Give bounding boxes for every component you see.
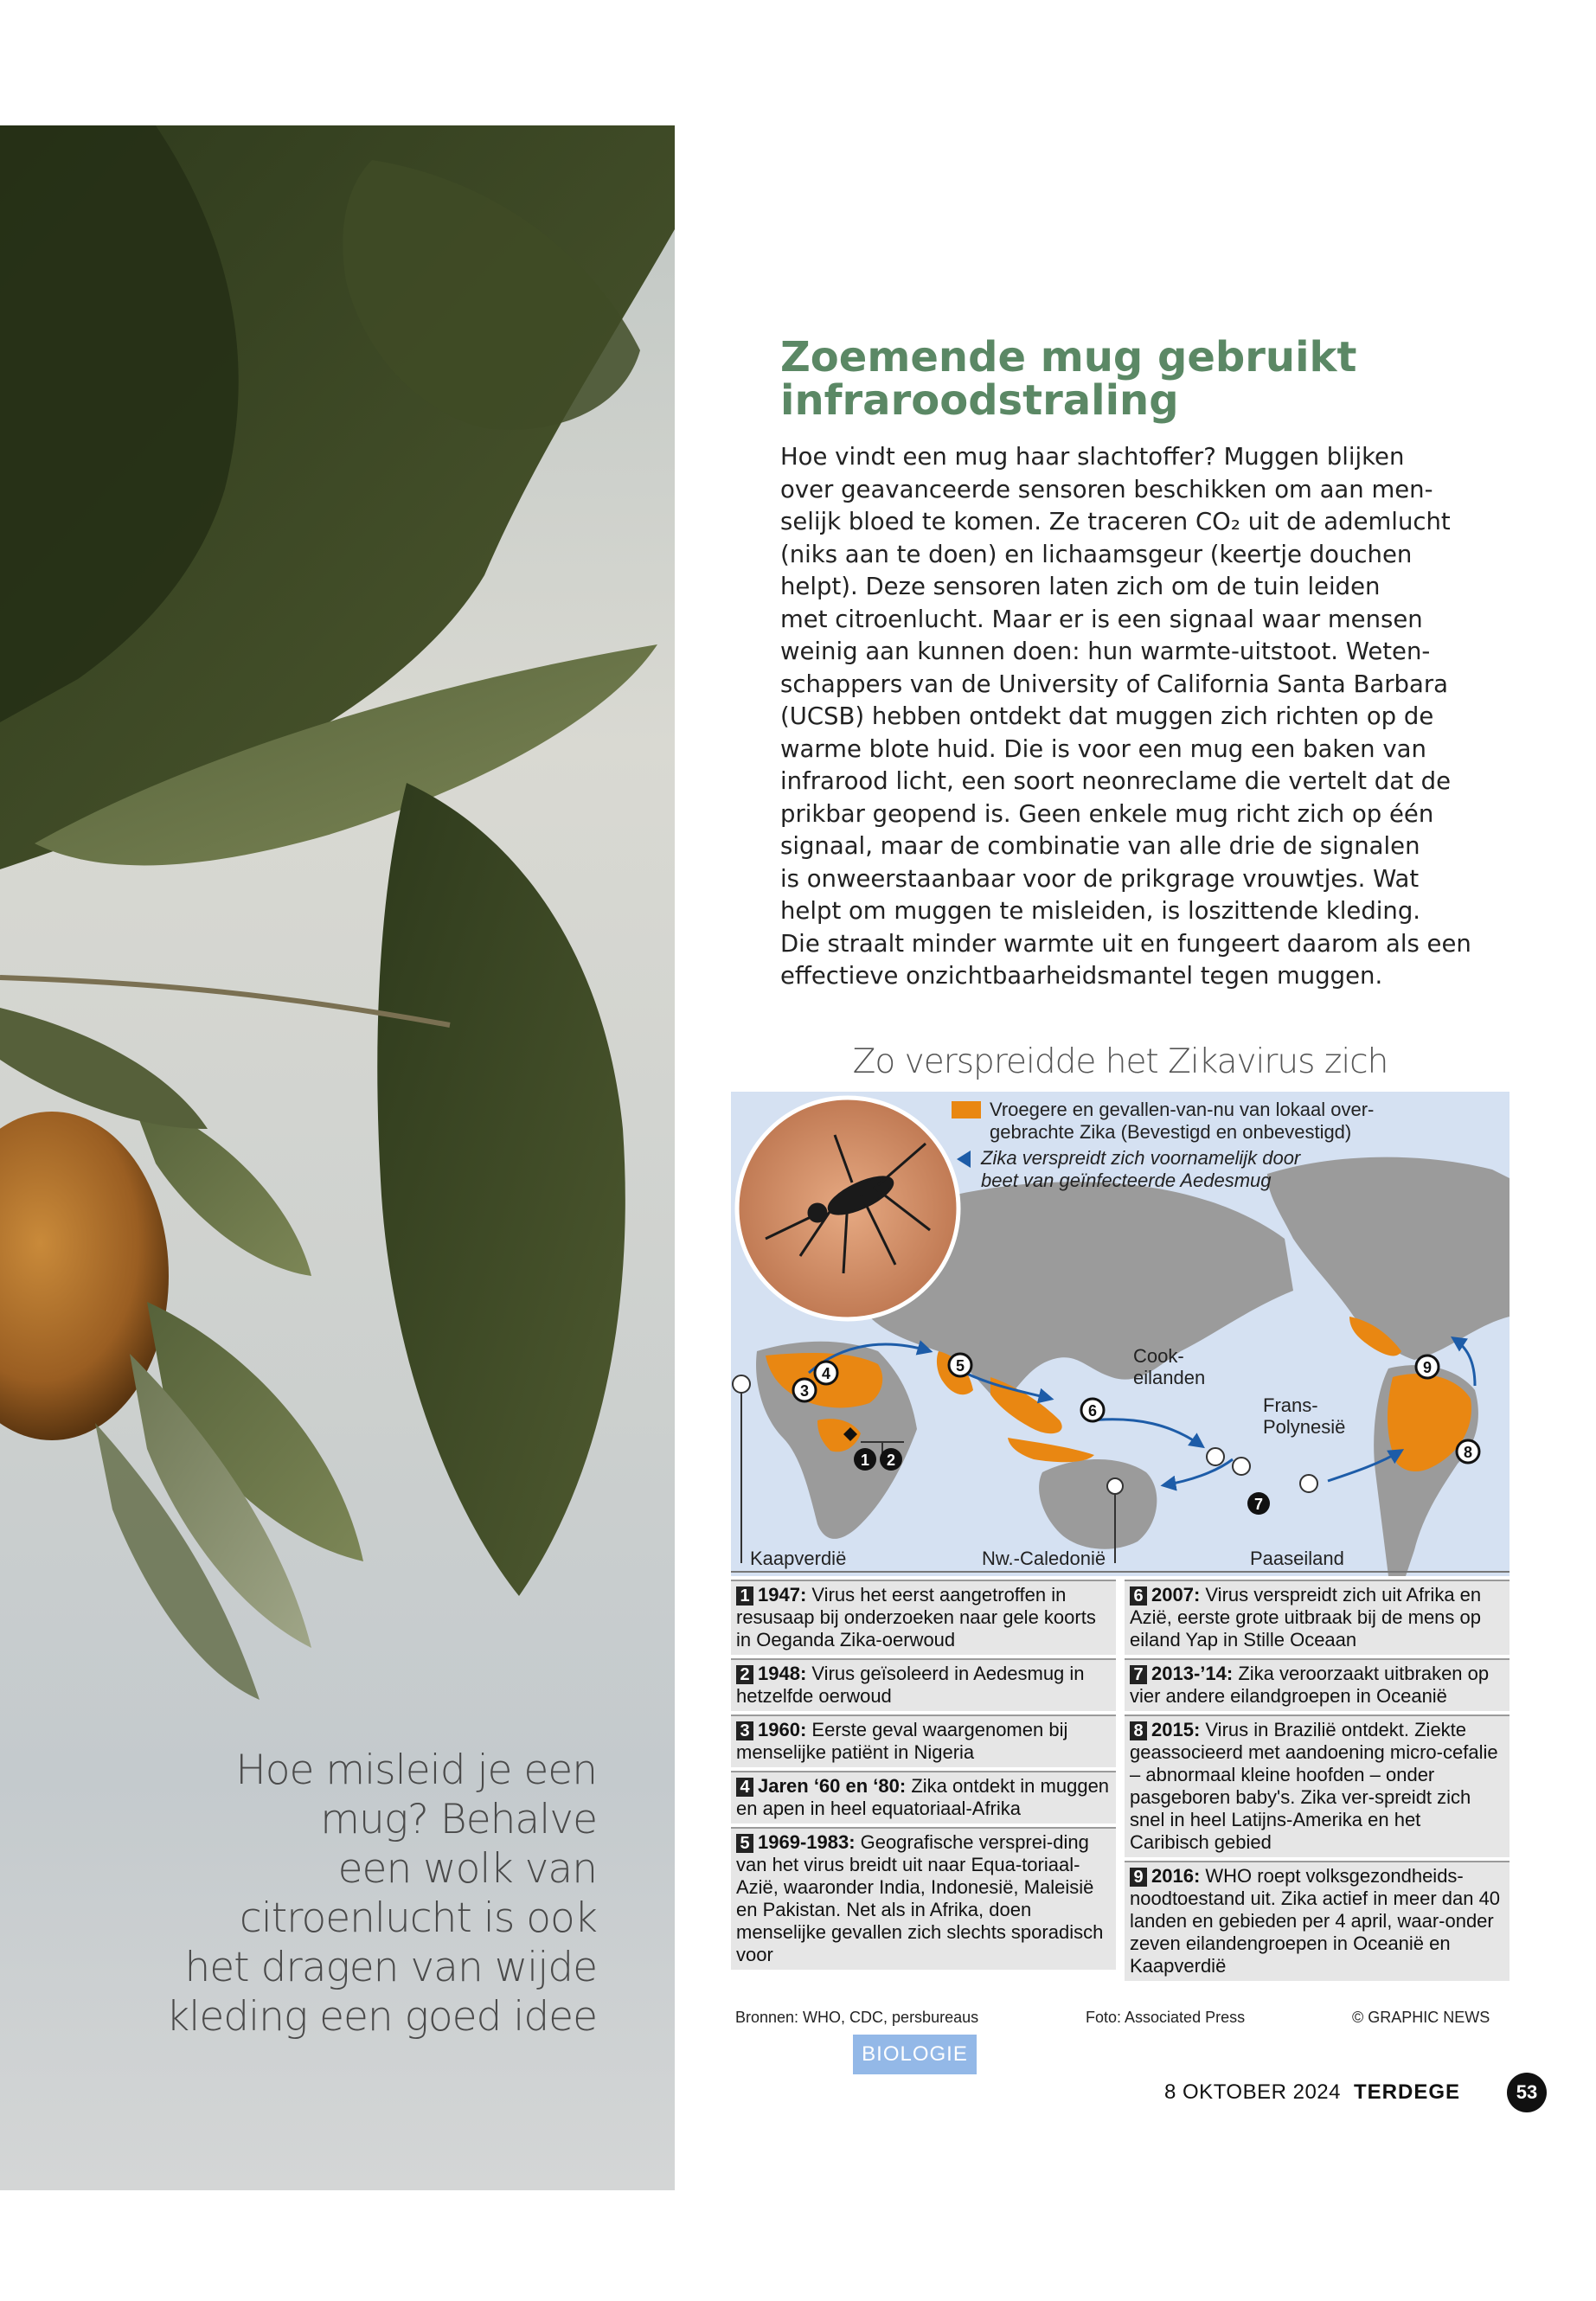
marker-8: 8 [1463, 1444, 1473, 1461]
pull-quote-line: citroenlucht is ook [239, 1894, 597, 1942]
timeline-entry [731, 1715, 1116, 1767]
photo-credit: Foto: Associated Press [1086, 2009, 1246, 2026]
label-line: Polynesië [1263, 1416, 1346, 1438]
label-line: Cook- [1133, 1345, 1184, 1367]
entry-year: Jaren ‘60 en ‘80: [758, 1775, 907, 1797]
article-headline [780, 333, 1438, 425]
map-legend [952, 1099, 1374, 1192]
entry-number: 8 [1130, 1721, 1147, 1740]
timeline-entry [731, 1771, 1116, 1823]
entry-text: Virus het eerst aangetroffen in resusaap bij onderzoeken naar gele koorts in Oeganda Zika-oerwoud [736, 1584, 1096, 1650]
label-easter-island: Paaseiland [1250, 1548, 1344, 1569]
body-line: effectieve onzichtbaarheidsmantel tegen muggen. [780, 962, 1383, 990]
timeline-entry [731, 1658, 1116, 1711]
body-line: Hoe vindt een mug haar slachtoffer? Muggen blijken [780, 443, 1405, 471]
entry-text: Eerste geval waargenomen bij menselijke patiënt in Nigeria [736, 1719, 1068, 1763]
headline-line: infraroodstraling [780, 376, 1179, 425]
island-marker [1300, 1475, 1317, 1492]
entry-number: 3 [736, 1721, 753, 1740]
body-line: (UCSB) hebben ontdekt dat muggen zich richten op de [780, 702, 1434, 730]
marker-4: 4 [821, 1365, 831, 1382]
entry-number: 5 [736, 1834, 753, 1853]
legend-arrow-line: Zika verspreidt zich voornamelijk door [981, 1147, 1301, 1169]
orange-swatch [952, 1101, 981, 1118]
marker-6: 6 [1087, 1402, 1098, 1420]
timeline-entry [731, 1827, 1116, 1970]
legend-arrow-line: beet van geïnfecteerde Aedesmug [981, 1170, 1272, 1191]
legend-orange-line: gebrachte Zika (Bevestigd en onbevestigd) [990, 1121, 1352, 1143]
label-line: eilanden [1133, 1367, 1206, 1388]
entry-number: 7 [1130, 1665, 1147, 1684]
body-line: warme blote huid. Die is voor een mug een baken van [780, 734, 1426, 763]
sources-credit: Bronnen: WHO, CDC, persbureaus [735, 2009, 979, 2026]
marker-3: 3 [799, 1382, 810, 1400]
legend-arrow-text [981, 1147, 1300, 1192]
zika-spread-map [731, 1092, 1509, 1576]
article-body [780, 441, 1471, 993]
entry-text: Zika ontdekt in muggen en apen in heel equatoriaal-Afrika [736, 1775, 1110, 1819]
zika-region-indonesia [1008, 1438, 1094, 1462]
entry-year: 1948: [758, 1663, 807, 1684]
magazine-name: TERDEGE [1354, 2080, 1461, 2104]
marker-9: 9 [1422, 1359, 1433, 1376]
body-line: is onweerstaanbaar voor de prikgrage vrouwtjes. Wat [780, 864, 1420, 893]
body-line: selijk bloed te komen. Ze traceren CO₂ uit de ademlucht [780, 508, 1451, 535]
entry-year: 2007: [1151, 1584, 1201, 1606]
island-marker [1233, 1458, 1250, 1475]
label-new-caledonia: Nw.-Caledonië [982, 1548, 1106, 1569]
body-line: (niks aan te doen) en lichaamsgeur (keertje douchen [780, 540, 1413, 568]
marker-5: 5 [955, 1357, 965, 1375]
issue-date: 8 OKTOBER 2024 [1164, 2080, 1341, 2104]
entry-year: 1960: [758, 1719, 807, 1740]
timeline-entry [1125, 1580, 1509, 1655]
body-line: prikbar geopend is. Geen enkele mug richt zich op één [780, 799, 1434, 828]
entry-year: 2015: [1151, 1719, 1201, 1740]
island-marker [1207, 1448, 1224, 1465]
entry-year: 1947: [758, 1584, 807, 1606]
entry-text: WHO roept volksgezondheids-noodtoestand uit. Zika actief in meer dan 40 landen en gebieden per 4 april, waar-onder zeven eilandengroepen in Oceanië en Kaapverdië [1130, 1865, 1501, 1977]
australia-shape [1039, 1459, 1157, 1549]
legend-arrow-row [952, 1147, 1374, 1192]
entry-year: 1969-1983: [758, 1831, 856, 1853]
body-line: signaal, maar de combinatie van alle drie de signalen [780, 832, 1420, 860]
body-line: infrarood licht, een soort neonreclame die vertelt dat de [780, 767, 1451, 795]
marker-2: 2 [886, 1452, 896, 1469]
entry-text: Zika veroorzaakt uitbraken op vier andere eilandgroepen in Oceanië [1130, 1663, 1490, 1707]
timeline-entry [1125, 1715, 1509, 1857]
label-cook-islands [1133, 1345, 1205, 1388]
section-tag: BIOLOGIE [853, 2035, 977, 2074]
label-french-polynesia [1263, 1394, 1345, 1438]
timeline-entry [1125, 1861, 1509, 1981]
body-line: met citroenlucht. Maar er is een signaal waar mensen [780, 605, 1423, 633]
body-line: schappers van de University of California Santa Barbara [780, 670, 1448, 698]
legend-orange-text [990, 1099, 1374, 1144]
pull-quote-line: mug? Behalve [320, 1796, 597, 1843]
entry-text: Geografische versprei-ding van het virus breidt uit naar Equa-toriaal-Azië, waaronder India, Indonesië, Maleisië en Pakistan. Net als in Afrika, doen menselijke gevallen zich slechts sporadisch voor [736, 1831, 1104, 1965]
entry-text: Virus verspreidt zich uit Afrika en Azië, eerste grote uitbraak bij de mens op eiland Yap in Stille Oceaan [1130, 1584, 1482, 1650]
entry-number: 4 [736, 1778, 753, 1797]
entry-number: 2 [736, 1665, 753, 1684]
entry-text: Virus in Brazilië ontdekt. Ziekte geassocieerd met aandoening micro-cefalie – abnormaal kleine hoofden – onder pasgeboren baby's. Zika ver-spreidt zich snel in heel Latijns-Amerika en het Caribisch gebied [1130, 1719, 1498, 1853]
copyright-credit: © GRAPHIC NEWS [1352, 2009, 1490, 2026]
body-line: helpt om muggen te misleiden, is loszittende kleding. [780, 897, 1421, 925]
body-line: weinig aan kunnen doen: hun warmte-uitstoot. Weten- [780, 638, 1431, 665]
timeline-entry [1125, 1658, 1509, 1711]
label-cape-verde: Kaapverdië [750, 1548, 847, 1569]
label-line: Frans- [1263, 1394, 1318, 1416]
timeline-column-left [731, 1580, 1116, 1973]
marker-7: 7 [1253, 1496, 1264, 1513]
spread-arrow [1090, 1420, 1202, 1446]
entry-year: 2016: [1151, 1865, 1201, 1887]
marker-1: 1 [860, 1452, 870, 1469]
entry-number: 1 [736, 1586, 753, 1606]
headline-line: Zoemende mug gebruikt [780, 333, 1357, 381]
pull-quote-line: Hoe misleid je een [235, 1747, 597, 1794]
body-line: over geavanceerde sensoren beschikken om aan men- [780, 475, 1433, 503]
entry-year: 2013-’14: [1151, 1663, 1234, 1684]
body-line: Die straalt minder warmte uit en fungeert daarom als een [780, 929, 1471, 958]
arrow-swatch-icon [957, 1150, 971, 1168]
body-line: helpt). Deze sensoren laten zich om de tuin leiden [780, 573, 1381, 600]
island-marker [1107, 1478, 1123, 1494]
page-number: 53 [1507, 2073, 1547, 2112]
timeline-column-right [1125, 1580, 1509, 1984]
legend-orange-line: Vroegere en gevallen-van-nu van lokaal over- [990, 1099, 1375, 1120]
island-marker [733, 1375, 750, 1393]
pull-quote-line: het dragen van wijde [184, 1944, 597, 1991]
entry-text: Virus geïsoleerd in Aedesmug in hetzelfde oerwoud [736, 1663, 1085, 1707]
pull-quote-line: een wolk van [337, 1845, 597, 1893]
infographic-title: Zo verspreidde het Zikavirus zich [852, 1042, 1388, 1081]
legend-orange-row [952, 1099, 1374, 1144]
entry-number: 9 [1130, 1868, 1147, 1887]
pull-quote-line: kleding een goed idee [166, 1993, 597, 2041]
entry-number: 6 [1130, 1586, 1147, 1606]
timeline-entry [731, 1580, 1116, 1655]
pull-quote [147, 1746, 597, 2041]
